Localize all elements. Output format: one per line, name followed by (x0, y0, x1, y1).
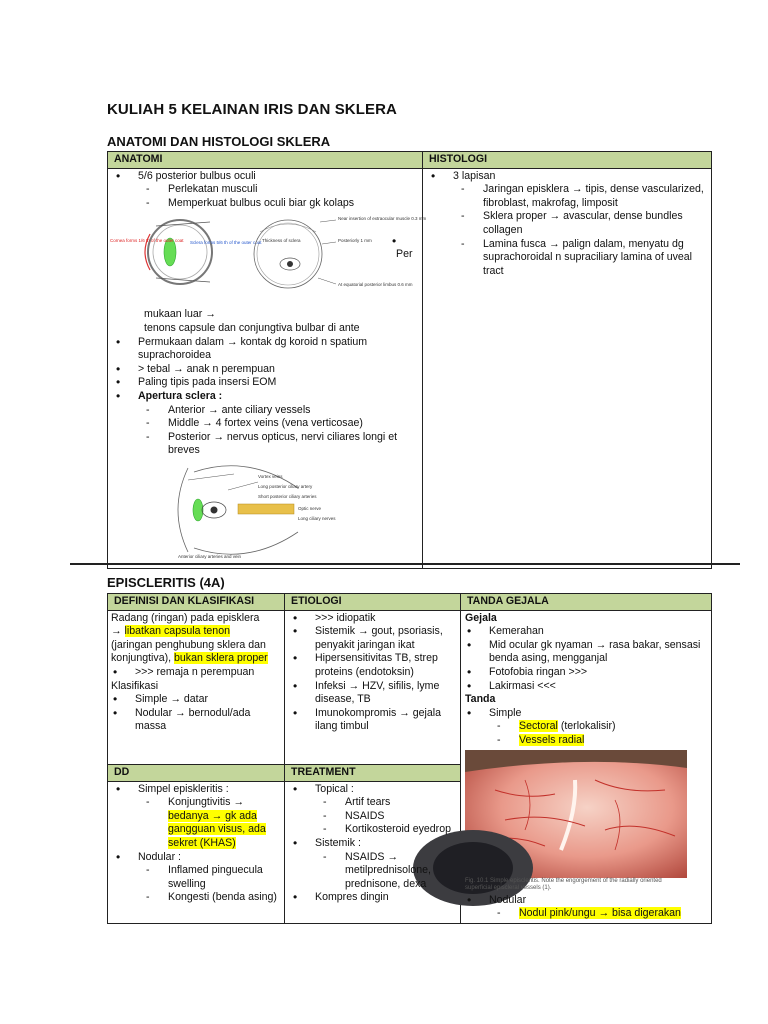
highlight-text: bukan sklera proper (174, 652, 268, 665)
list-item: • Nodular - Nodul pink/ungu → bisa digerakan (489, 894, 707, 921)
col-header-histologi: HISTOLOGI (423, 152, 712, 169)
treatment-cell (285, 781, 461, 923)
list-item: - NSAIDS (345, 810, 456, 824)
list-item: - Memperkuat bulbus oculi biar gk kolaps (168, 197, 418, 211)
tanda-label: Tanda (465, 693, 496, 706)
figure-caption: Fig. 10.1 Simple episcleritis. Note the engorgement of the radially oriented superficial episcleral vessels (1). (465, 877, 662, 892)
anatomy-histology-table (107, 151, 712, 569)
list-item: • Simple - Sectoral (terlokalisir) - Vessels radial (489, 707, 707, 748)
fig1-label-r3: Thickness of sclera (262, 238, 301, 244)
list-item: - Perlekatan musculi (168, 183, 418, 197)
fig1-label-left: Cornea forms 1/6 th of the outer coat (110, 238, 184, 244)
list-item: - Sectoral (terlokalisir) (519, 720, 707, 734)
etiologi-cell (285, 610, 461, 764)
dd-cell (108, 781, 285, 923)
klasifikasi-label: Klasifikasi (111, 679, 159, 692)
fig2-label-spca: Short posterior ciliary arteries (258, 493, 317, 499)
list-item: • Sistemik → gout, psoriasis, penyakit jaringan ikat (315, 625, 456, 652)
page-title: KULIAH 5 KELAINAN IRIS DAN SKLERA (107, 101, 397, 118)
list-item: - Inflamed pinguecula swelling (168, 864, 280, 891)
list-item: - Nodul pink/ungu → bisa digerakan (519, 907, 707, 921)
fig1-label-center: Sclera forms 5/6 th of the outer coat (190, 240, 262, 246)
fig1-label-r2: Posteriorly 1 mm (338, 238, 372, 244)
list-item: • Kemerahan (489, 625, 707, 639)
list-item: • Mid ocular gk nyaman → rasa bakar, sensasi benda asing, mengganjal (489, 639, 707, 666)
col-header-etiologi: ETIOLOGI (285, 594, 461, 611)
fig2-label-vortex: Vortex veins (258, 473, 283, 479)
def-text: Radang (ringan) pada episklera (111, 611, 260, 624)
section-heading-anatomi-histologi: ANATOMI DAN HISTOLOGI SKLERA (107, 134, 331, 149)
list-item-continued: tenons capsule dan conjungtiva bulbar di ante (144, 321, 360, 334)
list-item: • Lakirmasi <<< (489, 680, 707, 694)
fig1-label-r4: At equatorial posterior limbus 0.6 mm (338, 282, 413, 288)
list-item: • >>> idiopatik (315, 612, 456, 626)
list-item: - Jaringan episklera → tipis, dense vascularized, fibroblast, makrofag, limposit (483, 183, 707, 210)
list-item: • Sistemik : - NSAIDS → metilprednisolone, prednisone, dexa (315, 837, 456, 891)
histologi-cell (423, 168, 712, 568)
fig2-label-optic: Optic nerve (298, 505, 322, 511)
list-item: • Topical : - Artif tears - NSAIDS - Kortikosteroid eyedrop (315, 783, 456, 837)
fig1-label-r1: Near insertion of extraocular muscle 0.3 mm (338, 216, 427, 222)
list-item: - Anterior → ante ciliary vessels (168, 404, 418, 418)
list-item: • Per (392, 234, 413, 261)
list-item: • 5/6 posterior bulbus oculi - Perlekatan musculi - Memperkuat bulbus oculi biar gk kolaps (138, 170, 418, 211)
list-item: - Sklera proper → avascular, dense bundles collagen (483, 210, 707, 237)
list-item: - Kortikosteroid eyedrop (345, 823, 456, 837)
col-header-anatomi: ANATOMI (108, 152, 423, 169)
list-item: - Kongesti (benda asing) (168, 891, 280, 905)
figure-episcleritis-photo (465, 750, 687, 896)
list-item: • Fotofobia ringan >>> (489, 666, 707, 680)
list-item: • Permukaan dalam → kontak dg koroid n spatium suprachoroidea (138, 336, 418, 363)
list-item-continued: mukaan luar → (144, 308, 216, 321)
list-item: • 3 lapisan - Jaringan episklera → tipis, dense vascularized, fibroblast, makrofag, limposit - Sklera proper → avascular, dense bundles collagen - Lamina fusca → palign dalam, menyatu dg suprachoroidal n supraciliary lamina of uveal tract (453, 170, 707, 279)
list-item: - Vessels radial (519, 734, 707, 748)
list-item: • Imunokompromis → gejala ilang timbul (315, 707, 456, 734)
list-item: • >>> remaja n perempuan (135, 666, 280, 680)
tanda-gejala-cell (461, 610, 712, 923)
list-item: - Middle → 4 fortex veins (vena verticosae) (168, 417, 418, 431)
list-item: • Nodular : - Inflamed pinguecula swelling - Kongesti (benda asing) (138, 851, 280, 905)
figure-sclera-thickness (110, 210, 427, 300)
gejala-label: Gejala (465, 611, 497, 624)
list-item: - Artif tears (345, 796, 456, 810)
list-item: - Posterior → nervus opticus, nervi ciliares longi et breves (168, 431, 418, 458)
anatomi-cell (108, 168, 427, 568)
list-item: • Simpel episkleritis : - Konjungtivitis → bedanya → gk ada gangguan visus, ada sekret (KHAS) (138, 783, 280, 851)
list-item: • Nodular → bernodul/ada massa (135, 707, 280, 734)
col-header-definisi: DEFINISI DAN KLASIFIKASI (108, 594, 285, 611)
list-item: - NSAIDS → metilprednisolone, prednisone, dexa (345, 851, 456, 892)
list-item: • Hipersensitivitas TB, strep proteins (endotoksin) (315, 652, 456, 679)
list-item: • Simple → datar (135, 693, 280, 707)
highlight-text: libatkan capsula tenon (124, 625, 230, 638)
section-divider (70, 563, 740, 565)
fig2-label-anterior: Anterior ciliary arteries and vein (178, 553, 242, 559)
figure-sclera-apertures (114, 460, 418, 566)
fig2-label-lcn: Long ciliary nerves (298, 515, 336, 521)
definisi-cell: Radang (ringan) pada episklera → libatkan capsula tenon (jaringan penghubung sklera dan konjungtiva), bukan sklera proper • >>> remaja n perempuan Klasifikasi • Simple → datar • Nodular → bernodul/ada massa (108, 610, 285, 764)
col-header-treatment: TREATMENT (285, 764, 461, 781)
list-item: - Konjungtivitis → bedanya → gk ada gangguan visus, ada sekret (KHAS) (168, 796, 280, 850)
list-item: • Apertura sclera : - Anterior → ante ciliary vessels - Middle → 4 fortex veins (vena verticosae) - Posterior → nervus opticus, nervi ciliares longi et breves (138, 390, 418, 458)
col-header-dd: DD (108, 764, 285, 781)
fig2-label-lpca: Long posterior ciliary artery (258, 483, 313, 489)
list-item: - Lamina fusca → palign dalam, menyatu dg suprachoroidal n supraciliary lamina of uveal tract (483, 238, 707, 279)
episcleritis-table (107, 593, 712, 924)
list-item: • Kompres dingin (315, 891, 456, 905)
list-item: • Infeksi → HZV, sifilis, lyme disease, TB (315, 680, 456, 707)
section-heading-episcleritis: EPISCLERITIS (4A) (107, 575, 225, 590)
list-item: • > tebal → anak n perempuan (138, 363, 418, 377)
col-header-tanda: TANDA GEJALA (461, 594, 712, 611)
list-item: • Paling tipis pada insersi EOM (138, 376, 418, 390)
